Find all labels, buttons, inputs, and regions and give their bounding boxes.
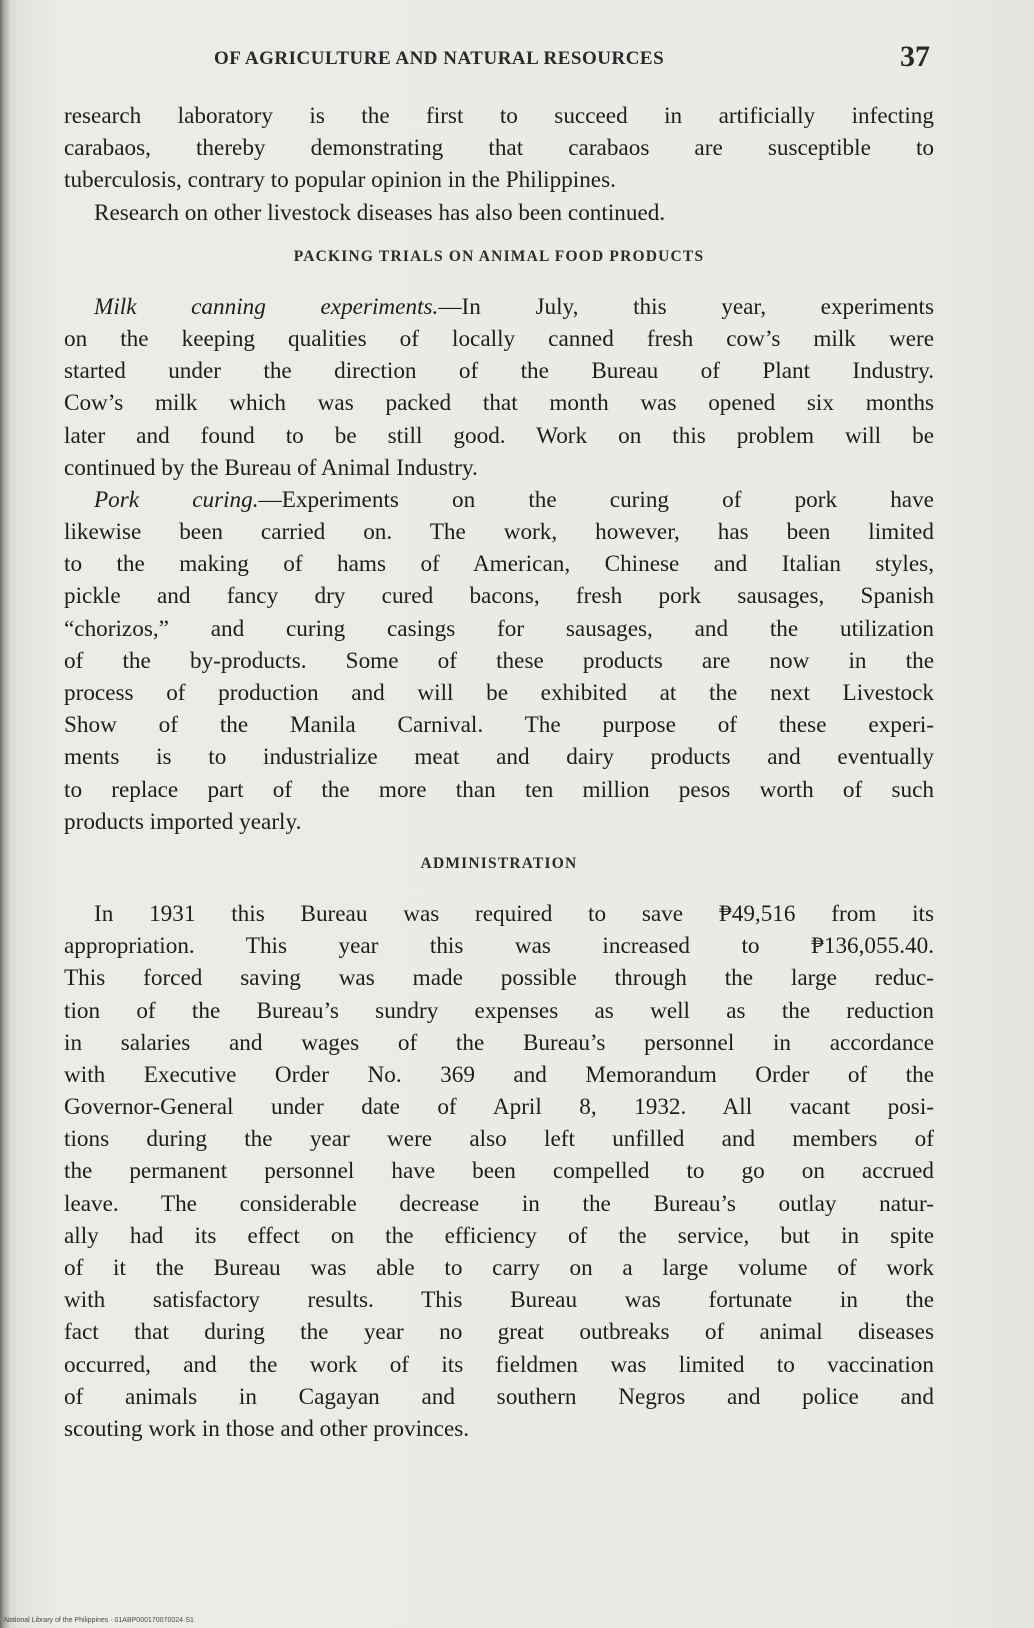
running-title: OF AGRICULTURE AND NATURAL RESOURCES bbox=[214, 48, 665, 69]
text-line: of it the Bureau was able to carry on a large volume of work bbox=[64, 1255, 934, 1281]
text-line: tuberculosis, contrary to popular opinion in the Philippines. bbox=[64, 167, 616, 194]
text-line: “chorizos,” and curing casings for sausages, and the utilization bbox=[64, 615, 934, 642]
text-line: research laboratory is the first to succeed in artificially infecting bbox=[64, 103, 934, 129]
text-line: Cow’s milk which was packed that month was opened six months bbox=[64, 390, 934, 417]
section-heading-packing-trials: PACKING TRIALS ON ANIMAL FOOD PRODUCTS bbox=[293, 247, 705, 265]
text-line: likewise been carried on. The work, however, has been limited bbox=[64, 519, 934, 546]
text-line: of animals in Cagayan and southern Negros and police and bbox=[64, 1383, 934, 1410]
text-line: the permanent personnel have been compelled to go on accrued bbox=[64, 1158, 934, 1185]
section-heading-administration: ADMINISTRATION bbox=[420, 854, 578, 872]
page-number: 37 bbox=[900, 40, 930, 73]
text-line: process of production and will be exhibited at the next Livestock bbox=[64, 680, 934, 706]
text-line: Show of the Manila Carnival. The purpose of these experi- bbox=[64, 712, 934, 739]
text-line: ments is to industrialize meat and dairy products and eventually bbox=[64, 744, 934, 771]
text-line bbox=[64, 291, 934, 323]
pork-lead: Pork curing. bbox=[94, 486, 259, 513]
text-line: on the keeping qualities of locally canned fresh cow’s milk were bbox=[64, 325, 934, 352]
text-line: This forced saving was made possible through the large reduc- bbox=[64, 965, 934, 992]
pork-line: —Experiments on the curing of pork have bbox=[258, 486, 934, 513]
text-line: fact that during the year no great outbreaks of animal diseases bbox=[64, 1319, 934, 1346]
milk-line: —In July, this year, experiments bbox=[438, 293, 934, 320]
milk-lead: Milk canning experiments. bbox=[94, 293, 439, 320]
text-line: pickle and fancy dry cured bacons, fresh pork sausages, Spanish bbox=[64, 583, 934, 610]
text-line: tion of the Bureau’s sundry expenses as well as the reduction bbox=[64, 997, 934, 1024]
text-line: ally had its effect on the efficiency of the service, but in spite bbox=[64, 1222, 934, 1249]
text-line: continued by the Bureau of Animal Industry. bbox=[64, 454, 478, 481]
text-line: of the by-products. Some of these products are now in the bbox=[64, 647, 934, 674]
text-line: with Executive Order No. 369 and Memorandum Order of the bbox=[64, 1061, 934, 1088]
text-line: in salaries and wages of the Bureau’s personnel in accordance bbox=[64, 1029, 934, 1056]
text-line: scouting work in those and other provinces. bbox=[64, 1415, 470, 1442]
text-line: products imported yearly. bbox=[64, 808, 302, 835]
text-line: later and found to be still good. Work on this problem will be bbox=[64, 422, 934, 449]
text-line: tions during the year were also left unfilled and members of bbox=[64, 1126, 934, 1153]
text-line: to replace part of the more than ten million pesos worth of such bbox=[64, 776, 934, 803]
text-line: Research on other livestock diseases has also been continued. bbox=[94, 199, 666, 226]
scan-credit: National Library of the Philippines · 01ABP000170070024·S1 bbox=[4, 1617, 194, 1624]
text-line: started under the direction of the Bureau of Plant Industry. bbox=[64, 358, 934, 385]
text-line: carabaos, thereby demonstrating that carabaos are susceptible to bbox=[64, 135, 934, 162]
text-line bbox=[64, 484, 934, 516]
text-line: leave. The considerable decrease in the Bureau’s outlay natur- bbox=[64, 1190, 934, 1217]
text-line: appropriation. This year this was increased to ₱136,055.40. bbox=[64, 933, 934, 960]
text-line: with satisfactory results. This Bureau was fortunate in the bbox=[64, 1287, 934, 1314]
text-line: Governor-General under date of April 8, 1932. All vacant posi- bbox=[64, 1094, 934, 1121]
binding-edge bbox=[0, 0, 10, 1628]
text-line: to the making of hams of American, Chinese and Italian styles, bbox=[64, 551, 934, 578]
body-text bbox=[64, 100, 934, 1445]
running-head bbox=[96, 40, 936, 80]
text-line: occurred, and the work of its fieldmen was limited to vaccination bbox=[64, 1351, 934, 1378]
text-line: In 1931 this Bureau was required to save ₱49,516 from its bbox=[94, 900, 934, 927]
